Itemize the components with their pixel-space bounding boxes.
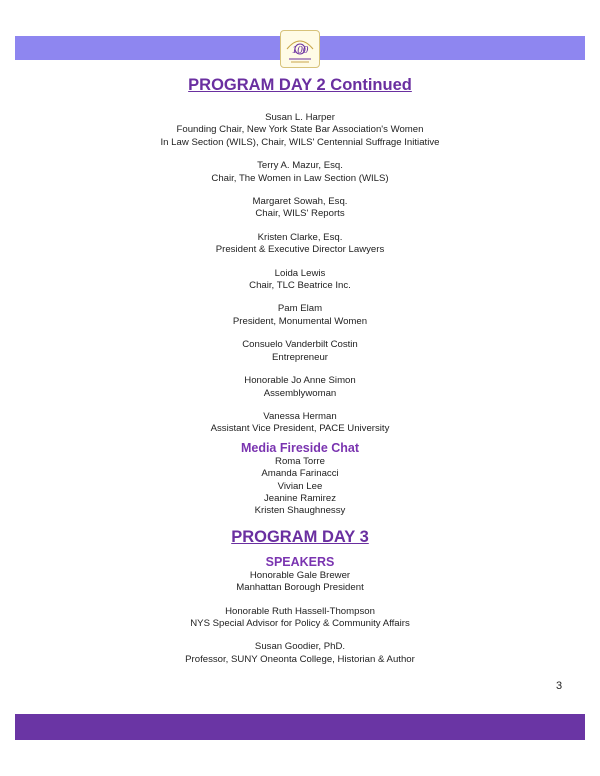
speaker-entry bbox=[0, 375, 600, 400]
speaker-title: Assemblywoman bbox=[263, 387, 337, 399]
speaker-name: Vanessa Herman bbox=[263, 410, 337, 422]
speaker-title: Manhattan Borough President bbox=[236, 582, 364, 594]
spacer bbox=[0, 595, 600, 606]
speaker-name: Margaret Sowah, Esq. bbox=[252, 196, 348, 208]
fireside-chat-names bbox=[0, 456, 600, 518]
svg-text:100: 100 bbox=[291, 44, 309, 56]
centennial-logo-icon bbox=[280, 30, 320, 68]
speaker-name: Terry A. Mazur, Esq. bbox=[257, 160, 343, 172]
speaker-entry bbox=[0, 160, 600, 185]
speaker-name: Honorable Ruth Hassell-Thompson bbox=[225, 605, 375, 617]
spacer bbox=[0, 400, 600, 411]
day3-speaker-list bbox=[0, 570, 600, 666]
speaker-name: Consuelo Vanderbilt Costin bbox=[242, 339, 358, 351]
fireside-panelist: Roma Torre bbox=[275, 455, 325, 467]
page-title: PROGRAM DAY 2 Continued bbox=[188, 76, 412, 94]
speaker-title: In Law Section (WILS), Chair, WILS' Centennial Suffrage Initiative bbox=[160, 136, 440, 148]
fireside-panelist: Amanda Farinacci bbox=[261, 468, 339, 480]
speaker-title: Founding Chair, New York State Bar Association's Women bbox=[176, 124, 424, 136]
speaker-entry bbox=[0, 268, 600, 293]
spacer bbox=[0, 364, 600, 375]
fireside-panelist: Vivian Lee bbox=[277, 480, 323, 492]
speaker-entry bbox=[0, 641, 600, 666]
speaker-title: Professor, SUNY Oneonta College, Historian & Author bbox=[185, 653, 415, 665]
spacer bbox=[0, 328, 600, 339]
speaker-title: NYS Special Advisor for Policy & Community Affairs bbox=[190, 617, 410, 629]
fireside-panelist: Jeanine Ramirez bbox=[264, 492, 336, 504]
speaker-title: Chair, The Women in Law Section (WILS) bbox=[211, 172, 389, 184]
spacer bbox=[0, 185, 600, 196]
speaker-name: Loida Lewis bbox=[274, 267, 326, 279]
page-number: 3 bbox=[556, 680, 563, 692]
fireside-panelist: Kristen Shaughnessy bbox=[254, 505, 346, 517]
spacer bbox=[0, 257, 600, 268]
speaker-title: Entrepreneur bbox=[272, 351, 328, 363]
fireside-chat-title: Media Fireside Chat bbox=[240, 440, 360, 455]
speaker-title: Assistant Vice President, PACE University bbox=[210, 423, 390, 435]
speaker-name: Susan Goodier, PhD. bbox=[254, 641, 346, 653]
spacer bbox=[0, 221, 600, 232]
speaker-title: Chair, WILS' Reports bbox=[255, 208, 345, 220]
program-content bbox=[0, 74, 600, 666]
speaker-entry bbox=[0, 570, 600, 595]
speaker-entry bbox=[0, 411, 600, 436]
speaker-name: Kristen Clarke, Esq. bbox=[257, 231, 343, 243]
speaker-entry bbox=[0, 112, 600, 149]
speaker-entry bbox=[0, 606, 600, 631]
speaker-title: President & Executive Director Lawyers bbox=[215, 244, 385, 256]
speaker-title: Chair, TLC Beatrice Inc. bbox=[249, 280, 351, 292]
speaker-entry bbox=[0, 339, 600, 364]
spacer bbox=[0, 630, 600, 641]
footer-band bbox=[15, 714, 585, 740]
speaker-name: Honorable Jo Anne Simon bbox=[244, 375, 356, 387]
day3-title: PROGRAM DAY 3 bbox=[231, 527, 369, 546]
speaker-name: Honorable Gale Brewer bbox=[249, 569, 351, 581]
spacer bbox=[0, 149, 600, 160]
speaker-title: President, Monumental Women bbox=[232, 315, 368, 327]
speakers-heading: SPEAKERS bbox=[265, 554, 335, 569]
speaker-entry bbox=[0, 232, 600, 257]
day2-speaker-list bbox=[0, 112, 600, 436]
speaker-name: Pam Elam bbox=[277, 303, 323, 315]
speaker-name: Susan L. Harper bbox=[265, 112, 335, 123]
speaker-entry bbox=[0, 303, 600, 328]
logo-emblem-icon bbox=[281, 31, 319, 67]
speaker-entry bbox=[0, 196, 600, 221]
spacer bbox=[0, 292, 600, 303]
